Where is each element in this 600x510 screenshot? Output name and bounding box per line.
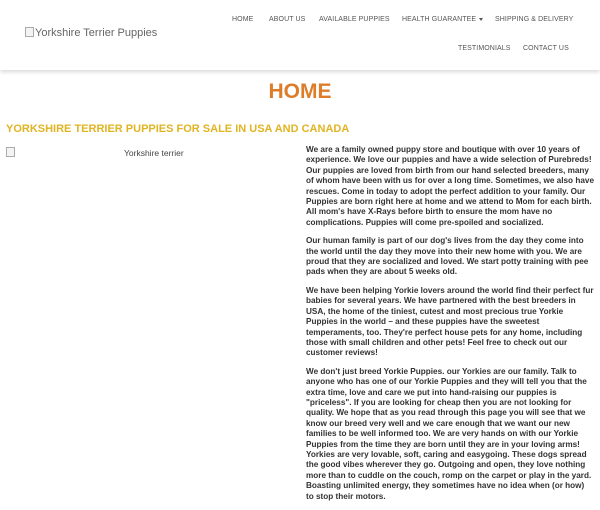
site-header [0,0,600,70]
site-logo-alt-text: Yorkshire Terrier Puppies [35,27,158,39]
intro-paragraph: We are a family owned puppy store and boutique with over 10 years of experience. We love our puppies and have a wide selection of Purebreds! Our puppies are loved from birth from our hand selected breeders, many of whom have been with us for over a long time. Sometimes, we also have rescues. Come in today to adopt the perfect addition to your family. Our Puppies are born right here at home and we attend to Mom for each birth. All mom's have X-Rays before birth to ensure the mom have no complications. Puppies will come pre-spoiled and socialized. [306,145,594,227]
image-alt-text: Yorkshire terrier [124,148,184,158]
main-nav [180,0,600,70]
nav-available-puppies[interactable]: AVAILABLE PUPPIES [319,16,390,23]
nav-testimonials[interactable]: TESTIMONIALS [458,45,511,52]
nav-health-guarantee[interactable] [402,16,483,23]
nav-contact-us[interactable]: CONTACT US [523,45,569,52]
caret-down-icon [479,18,483,21]
broken-image-icon [25,27,34,37]
yorkshire-terrier-image [6,146,296,166]
section-heading: YORKSHIRE TERRIER PUPPIES FOR SALE IN USA AND CANADA [6,123,350,135]
nav-shipping-delivery[interactable]: SHIPPING & DELIVERY [495,16,574,23]
site-logo[interactable] [25,27,157,39]
page-title: HOME [268,80,332,103]
intro-paragraph: We don't just breed Yorkie Puppies. our Yorkies are our family. Talk to anyone who has one of our Yorkie Puppies and they will tell you that the extra time, love and care we put into hand-raising our puppies is "priceless". If you are looking for cheap then you are not looking for quality. We hope that as you read through this page you will see that we know our breed very well and we care enough that we want our new families to be well informed too. We are very hands on with our Yorkie Puppies from the time they are born until they are in your loving arms! Yorkies are very lovable, soft, caring and easygoing. These dogs spread the good vibes wherever they go. Outgoing and open, they love nothing more than to cuddle on the couch, romp on the carpet or play in the yard. Boasting unlimited energy, they sometimes have no idea when (or how) to stop their motors. [306,366,592,501]
intro-text [306,145,594,510]
nav-about-us[interactable]: ABOUT US [269,16,306,23]
broken-image-icon [6,147,15,157]
nav-home[interactable]: HOME [232,16,254,23]
nav-health-guarantee-label: HEALTH GUARANTEE [402,16,477,23]
intro-paragraph: Our human family is part of our dog's lives from the day they come into the world until the day they move into their new home with you. We are proud that they are socialized and loved. We start potty training with pee pads when they are about 5 weeks old. [306,236,589,277]
intro-paragraph: We have been helping Yorkie lovers around the world find their perfect fur babies for several years. We have partnered with the best breeders in USA, the home of the tiniest, cutest and most precious true Yorkie Puppies in the world – and these puppies have the sweetest temperaments, too. They're perfect house pets for any home, including those with small children and other pets! Feel free to check out our customer reviews! [306,285,594,358]
